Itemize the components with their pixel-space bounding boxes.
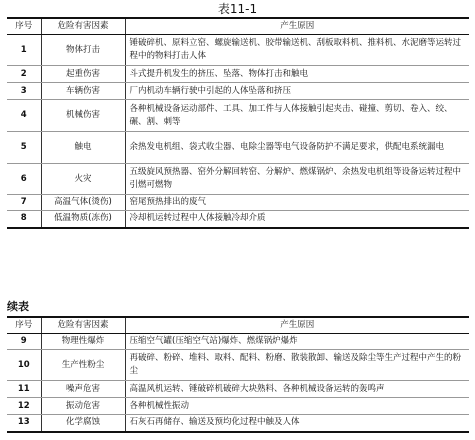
row-cause: 五级旋风预热器、窑外分解回转窑、分解炉、燃煤锅炉、余热发电机组等设备运转过程中引燃可燃物 (125, 164, 469, 195)
table-row (7, 398, 469, 415)
hazard-table-main (7, 17, 469, 229)
row-hazard: 化学腐蚀 (41, 415, 125, 432)
row-cause: 各种机械性振动 (125, 398, 469, 415)
row-hazard: 火灾 (41, 164, 125, 195)
row-hazard: 生产性粉尘 (41, 350, 125, 381)
hazard-table-continued (7, 316, 469, 433)
table-header-row (7, 317, 469, 334)
row-cause: 锤破碎机、原料立窑、螺旋输送机、胶带输送机、刮板取料机、推料机、水泥磨等运转过程中的物料打击人体 (125, 35, 469, 66)
row-number: 8 (7, 211, 41, 228)
row-number: 2 (7, 66, 41, 83)
row-number: 5 (7, 132, 41, 164)
table-row (7, 132, 469, 164)
row-cause: 再破碎、粉碎、堆料、取料、配料、粉磨、散装散卸、输送及除尘等生产过程中产生的粉尘 (125, 350, 469, 381)
table-row (7, 334, 469, 350)
row-cause: 窑尾预热排出的废气 (125, 195, 469, 211)
row-cause: 余热发电机组、袋式收尘器、电除尘器等电气设备防护不满足要求，供配电系统漏电 (125, 132, 469, 164)
row-number: 13 (7, 415, 41, 432)
row-cause: 石灰石再储存、输送及预均化过程中触及人体 (125, 415, 469, 432)
table-row (7, 83, 469, 100)
row-cause: 各种机械设备运动部件、工具、加工件与人体接触引起夹击、碰撞、剪切、卷入、绞、碾、割、刺等 (125, 100, 469, 132)
continued-label: 续表 (7, 300, 29, 313)
table-row (7, 35, 469, 66)
table-row (7, 66, 469, 83)
table-row (7, 415, 469, 432)
header-no: 序号 (7, 317, 41, 334)
row-cause: 压缩空气罐(压缩空气站)爆炸、燃煤锅炉爆炸 (125, 334, 469, 350)
header-no: 序号 (7, 18, 41, 35)
table-body-continued (7, 334, 469, 432)
row-hazard: 噪声危害 (41, 381, 125, 398)
row-hazard: 高温气体(烫伤) (41, 195, 125, 211)
table-row (7, 100, 469, 132)
row-number: 4 (7, 100, 41, 132)
table-row (7, 195, 469, 211)
row-number: 9 (7, 334, 41, 350)
header-hazard: 危险有害因素 (41, 317, 125, 334)
row-hazard: 低温物质(冻伤) (41, 211, 125, 228)
header-cause: 产生原因 (125, 317, 469, 334)
row-hazard: 物体打击 (41, 35, 125, 66)
row-number: 3 (7, 83, 41, 100)
row-hazard: 车辆伤害 (41, 83, 125, 100)
table-row (7, 381, 469, 398)
row-number: 6 (7, 164, 41, 195)
row-number: 1 (7, 35, 41, 66)
row-number: 10 (7, 350, 41, 381)
table-row (7, 350, 469, 381)
row-number: 11 (7, 381, 41, 398)
row-cause: 冷却机运转过程中人体接触冷却介质 (125, 211, 469, 228)
table-row (7, 211, 469, 228)
row-cause: 斗式提升机发生的挤压、坠落、物体打击和触电 (125, 66, 469, 83)
row-hazard: 物理性爆炸 (41, 334, 125, 350)
table-body-main (7, 35, 469, 228)
row-hazard: 机械伤害 (41, 100, 125, 132)
row-cause: 厂内机动车辆行驶中引起的人体坠落和挤压 (125, 83, 469, 100)
row-number: 7 (7, 195, 41, 211)
header-hazard: 危险有害因素 (41, 18, 125, 35)
table-caption: 表11-1 (217, 2, 258, 16)
table-row (7, 164, 469, 195)
row-cause: 高温风机运转、锤破碎机破碎大块熟料、各种机械设备运转的轰鸣声 (125, 381, 469, 398)
row-hazard: 振动危害 (41, 398, 125, 415)
table-header-row (7, 18, 469, 35)
row-hazard: 触电 (41, 132, 125, 164)
row-hazard: 起重伤害 (41, 66, 125, 83)
row-number: 12 (7, 398, 41, 415)
header-cause: 产生原因 (125, 18, 469, 35)
